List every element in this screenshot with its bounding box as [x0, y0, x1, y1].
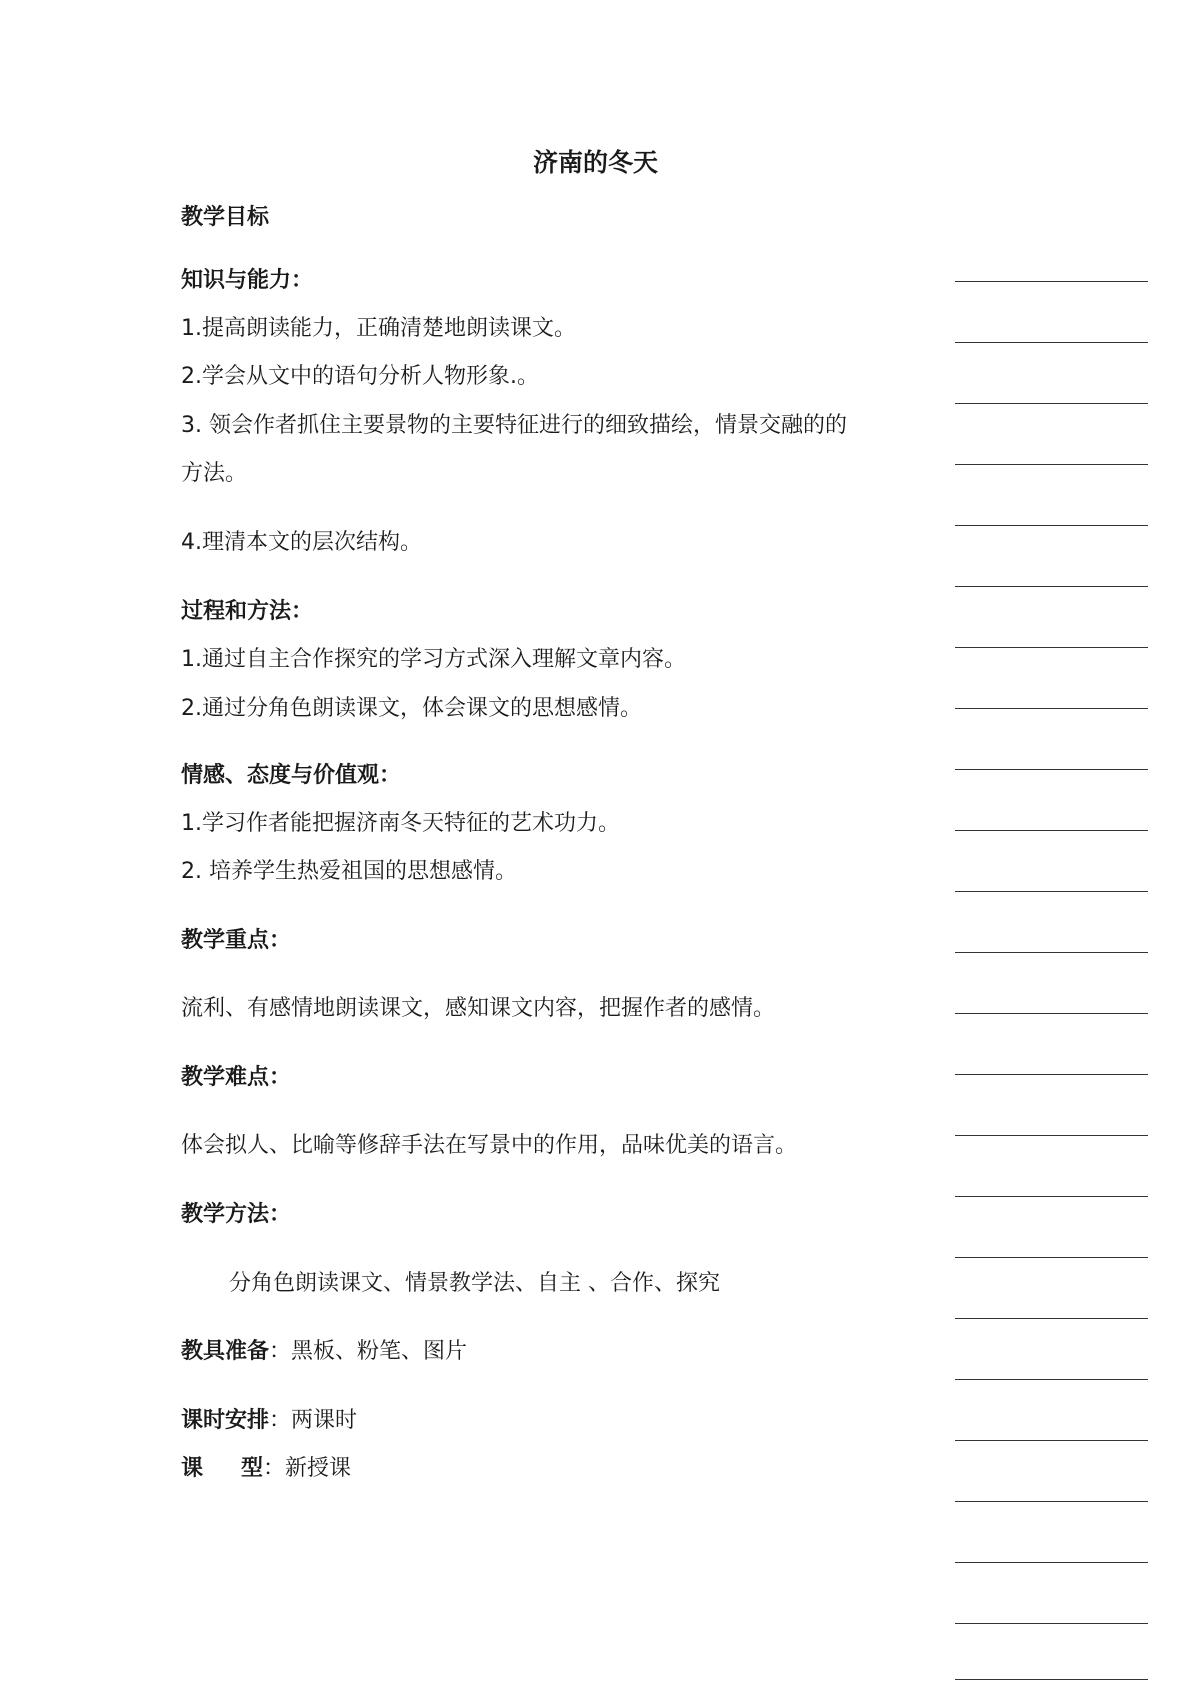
- margin-rule: [955, 1013, 1148, 1014]
- margin-rule: [955, 1440, 1148, 1441]
- margin-rule: [955, 708, 1148, 709]
- document-title: 济南的冬天: [532, 148, 658, 177]
- lesson-type-label-a: 课: [181, 1456, 204, 1481]
- process-item-2: 2.通过分角色朗读课文，体会课文的思想感情。: [181, 696, 642, 721]
- margin-rule: [955, 1074, 1148, 1075]
- emotion-item-2: 2. 培养学生热爱祖国的思想感情。: [181, 859, 517, 884]
- lesson-type-value: ：新授课: [263, 1456, 352, 1481]
- margin-rule: [955, 647, 1148, 648]
- knowledge-item-3-cont: 方法。: [181, 461, 248, 486]
- tools-line: [181, 1336, 467, 1368]
- process-heading: 过程和方法：: [181, 599, 314, 624]
- margin-rule: [955, 1196, 1148, 1197]
- margin-rule: [955, 525, 1148, 526]
- margin-rule: [955, 891, 1148, 892]
- knowledge-item-2: 2.学会从文中的语句分析人物形象.。: [181, 364, 539, 389]
- margin-rule: [955, 281, 1148, 282]
- emotion-item-1: 1.学习作者能把握济南冬天特征的艺术功力。: [181, 811, 620, 836]
- margin-rule: [955, 1318, 1148, 1319]
- margin-rule: [955, 830, 1148, 831]
- margin-rule: [955, 1135, 1148, 1136]
- key-point-heading: 教学重点：: [181, 928, 292, 953]
- margin-rule: [955, 769, 1148, 770]
- margin-rule: [955, 1623, 1148, 1624]
- section-heading-teaching-goals: 教学目标: [181, 205, 270, 230]
- margin-rule: [955, 586, 1148, 587]
- margin-rule: [955, 1257, 1148, 1258]
- margin-rule: [955, 464, 1148, 465]
- difficulty-heading: 教学难点：: [181, 1065, 292, 1090]
- schedule-value: ：两课时: [269, 1408, 358, 1433]
- margin-rule: [955, 342, 1148, 343]
- schedule-label: 课时安排: [181, 1408, 270, 1433]
- difficulty-text: 体会拟人、比喻等修辞手法在写景中的作用，品味优美的语言。: [181, 1133, 798, 1158]
- lesson-type-label-b: 型: [241, 1456, 264, 1481]
- schedule-line: [181, 1405, 357, 1437]
- emotion-heading: 情感、态度与价值观：: [181, 763, 402, 788]
- margin-rule: [955, 1679, 1148, 1680]
- tools-label: 教具准备: [181, 1339, 270, 1364]
- key-point-text: 流利、有感情地朗读课文，感知课文内容，把握作者的感情。: [181, 996, 776, 1021]
- margin-rule: [955, 1501, 1148, 1502]
- margin-rule: [955, 1562, 1148, 1563]
- margin-rule: [955, 1379, 1148, 1380]
- knowledge-item-1: 1.提高朗读能力，正确清楚地朗读课文。: [181, 316, 576, 341]
- knowledge-item-4: 4.理清本文的层次结构。: [181, 530, 422, 555]
- knowledge-heading: 知识与能力：: [181, 268, 314, 293]
- margin-rule: [955, 403, 1148, 404]
- tools-value: ：黑板、粉笔、图片: [269, 1339, 468, 1364]
- knowledge-item-3: 3. 领会作者抓住主要景物的主要特征进行的细致描绘，情景交融的的: [181, 413, 847, 438]
- method-text: 分角色朗读课文、情景教学法、自主 、合作、探究: [229, 1271, 720, 1296]
- process-item-1: 1.通过自主合作探究的学习方式深入理解文章内容。: [181, 647, 686, 672]
- method-heading: 教学方法：: [181, 1202, 292, 1227]
- lesson-type-line: [181, 1453, 351, 1485]
- margin-rule: [955, 952, 1148, 953]
